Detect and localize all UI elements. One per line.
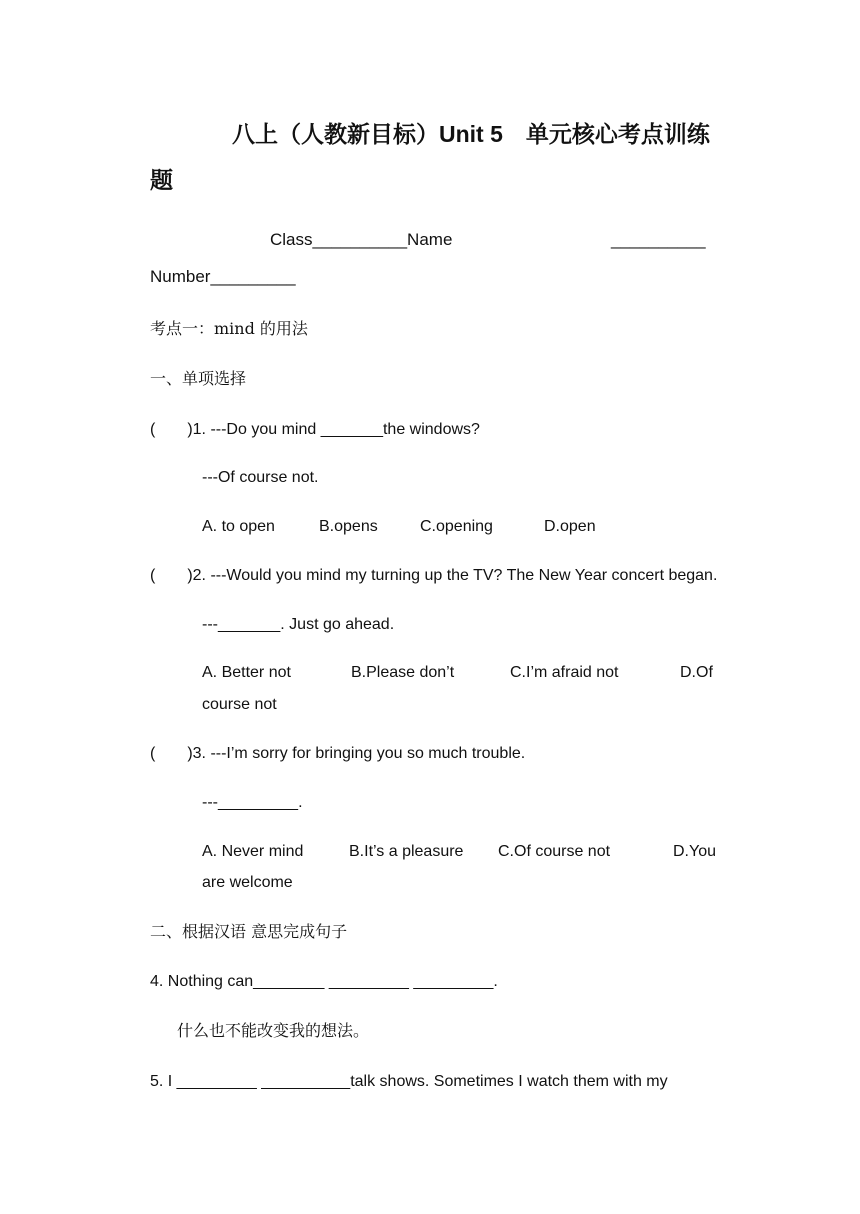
- question-1-option-b: B.opens: [319, 518, 378, 535]
- question-3-option-c: C.Of course not: [498, 843, 611, 860]
- question-4-stem: 4. Nothing can________ _________ _________.: [150, 973, 498, 990]
- question-2-option-d: D.Of: [680, 664, 713, 681]
- question-1-option-d: D.open: [544, 518, 596, 535]
- question-1-stem: ( )1. ---Do you mind _______the windows?: [150, 421, 480, 438]
- question-3-option-b: B.It’s a pleasure: [349, 843, 464, 860]
- page-title: 八上（人教新目标）Unit 5 单元核心考点训练: [232, 121, 710, 147]
- question-4-chinese: 什么也不能改变我的想法。: [177, 1021, 370, 1040]
- question-2-option-b: B.Please don’t: [351, 664, 455, 681]
- section-point-heading: 考点一：mind 的用法: [150, 319, 308, 338]
- question-1-option-c: C.opening: [420, 518, 493, 535]
- question-3-option-d: D.You: [673, 843, 716, 860]
- number-label: Number_________: [150, 267, 296, 286]
- question-2-option-a: A. Better not: [202, 664, 291, 681]
- page-title-continued: 题: [150, 167, 173, 193]
- question-2-stem: ( )2. ---Would you mind my turning up the TV? The New Year concert began.: [150, 567, 718, 584]
- question-5-stem: 5. I _________ __________talk shows. Sometimes I watch them with my: [150, 1073, 668, 1090]
- part2-heading: 二、根据汉语 意思完成句子: [150, 922, 348, 941]
- question-1-reply: ---Of course not.: [202, 469, 319, 486]
- question-2-option-d-wrap: course not: [202, 696, 277, 713]
- question-3-reply: ---_________.: [202, 794, 303, 811]
- question-2-option-c: C.I’m afraid not: [510, 664, 619, 681]
- class-name-label: Class__________Name: [270, 230, 453, 249]
- question-1-option-a: A. to open: [202, 518, 275, 535]
- name-blank: __________: [611, 230, 706, 249]
- question-3-option-d-wrap: are welcome: [202, 874, 293, 891]
- question-3-stem: ( )3. ---I’m sorry for bringing you so much trouble.: [150, 745, 526, 762]
- part1-heading: 一、单项选择: [150, 369, 247, 388]
- question-3-option-a: A. Never mind: [202, 843, 304, 860]
- question-2-reply: ---_______. Just go ahead.: [202, 616, 395, 633]
